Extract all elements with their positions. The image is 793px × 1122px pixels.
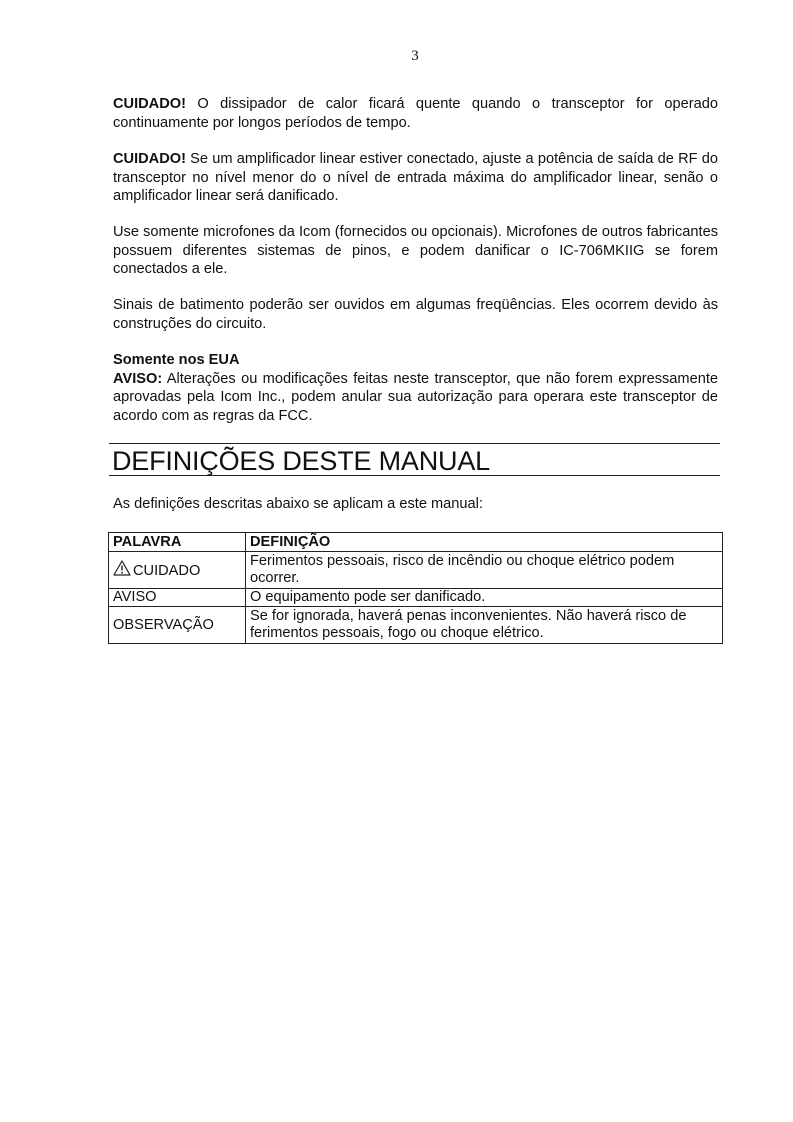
definitions-table	[108, 532, 723, 644]
definition-cell: O equipamento pode ser danificado.	[246, 589, 723, 607]
section-intro: As definições descritas abaixo se aplicam a este manual:	[113, 496, 483, 512]
word-cell: AVISO	[109, 589, 246, 607]
word-cell: OBSERVAÇÃO	[109, 607, 246, 644]
paragraph-text: O dissipador de calor ficará quente quando o transceptor for operado continuamente por longos períodos de tempo.	[113, 96, 718, 131]
warning-triangle-icon	[113, 560, 131, 576]
word-label: CUIDADO	[133, 563, 201, 579]
table-header-row	[109, 533, 723, 552]
definition-cell: Se for ignorada, haverá penas inconvenientes. Não haverá risco de ferimentos pessoais, fogo ou choque elétrico.	[246, 607, 723, 644]
table-row	[109, 607, 723, 644]
usa-note	[113, 351, 718, 425]
paragraph-text: Se um amplificador linear estiver conectado, ajuste a potência de saída de RF do transceptor no nível menor do o nível de entrada máxima do amplificador linear, senão o amplificador linear será danificado.	[113, 151, 718, 205]
table-row	[109, 589, 723, 607]
beat-signals-paragraph: Sinais de batimento poderão ser ouvidos em algumas freqüências. Eles ocorrem devido às construções do circuito.	[113, 297, 718, 332]
usa-note-heading: Somente nos EUA	[113, 352, 240, 368]
section-title: DEFINIÇÕES DESTE MANUAL	[109, 443, 720, 476]
microphone-paragraph: Use somente microfones da Icom (fornecidos ou opcionais). Microfones de outros fabricantes possuem diferentes sistemas de pinos, e podem danificar o IC-706MKIIG se forem conectados a ele.	[113, 224, 718, 278]
caution-heat-paragraph	[113, 95, 718, 132]
table-row	[109, 552, 723, 589]
aviso-label: AVISO:	[113, 370, 163, 387]
caution-label: CUIDADO!	[113, 151, 186, 167]
definition-cell: Ferimentos pessoais, risco de incêndio ou choque elétrico podem ocorrer.	[246, 552, 723, 589]
header-definition: DEFINIÇÃO	[246, 533, 723, 552]
caution-label: CUIDADO!	[113, 96, 186, 112]
usa-note-text: Alterações ou modificações feitas neste transceptor, que não forem expressamente aprovadas pela Icom Inc., podem anular sua autorização para operara este transceptor de acordo com as regras da FCC.	[113, 370, 718, 424]
caution-amplifier-paragraph	[113, 150, 718, 206]
header-word: PALAVRA	[109, 533, 246, 552]
page-number: 3	[411, 48, 419, 64]
word-cell	[109, 552, 246, 589]
